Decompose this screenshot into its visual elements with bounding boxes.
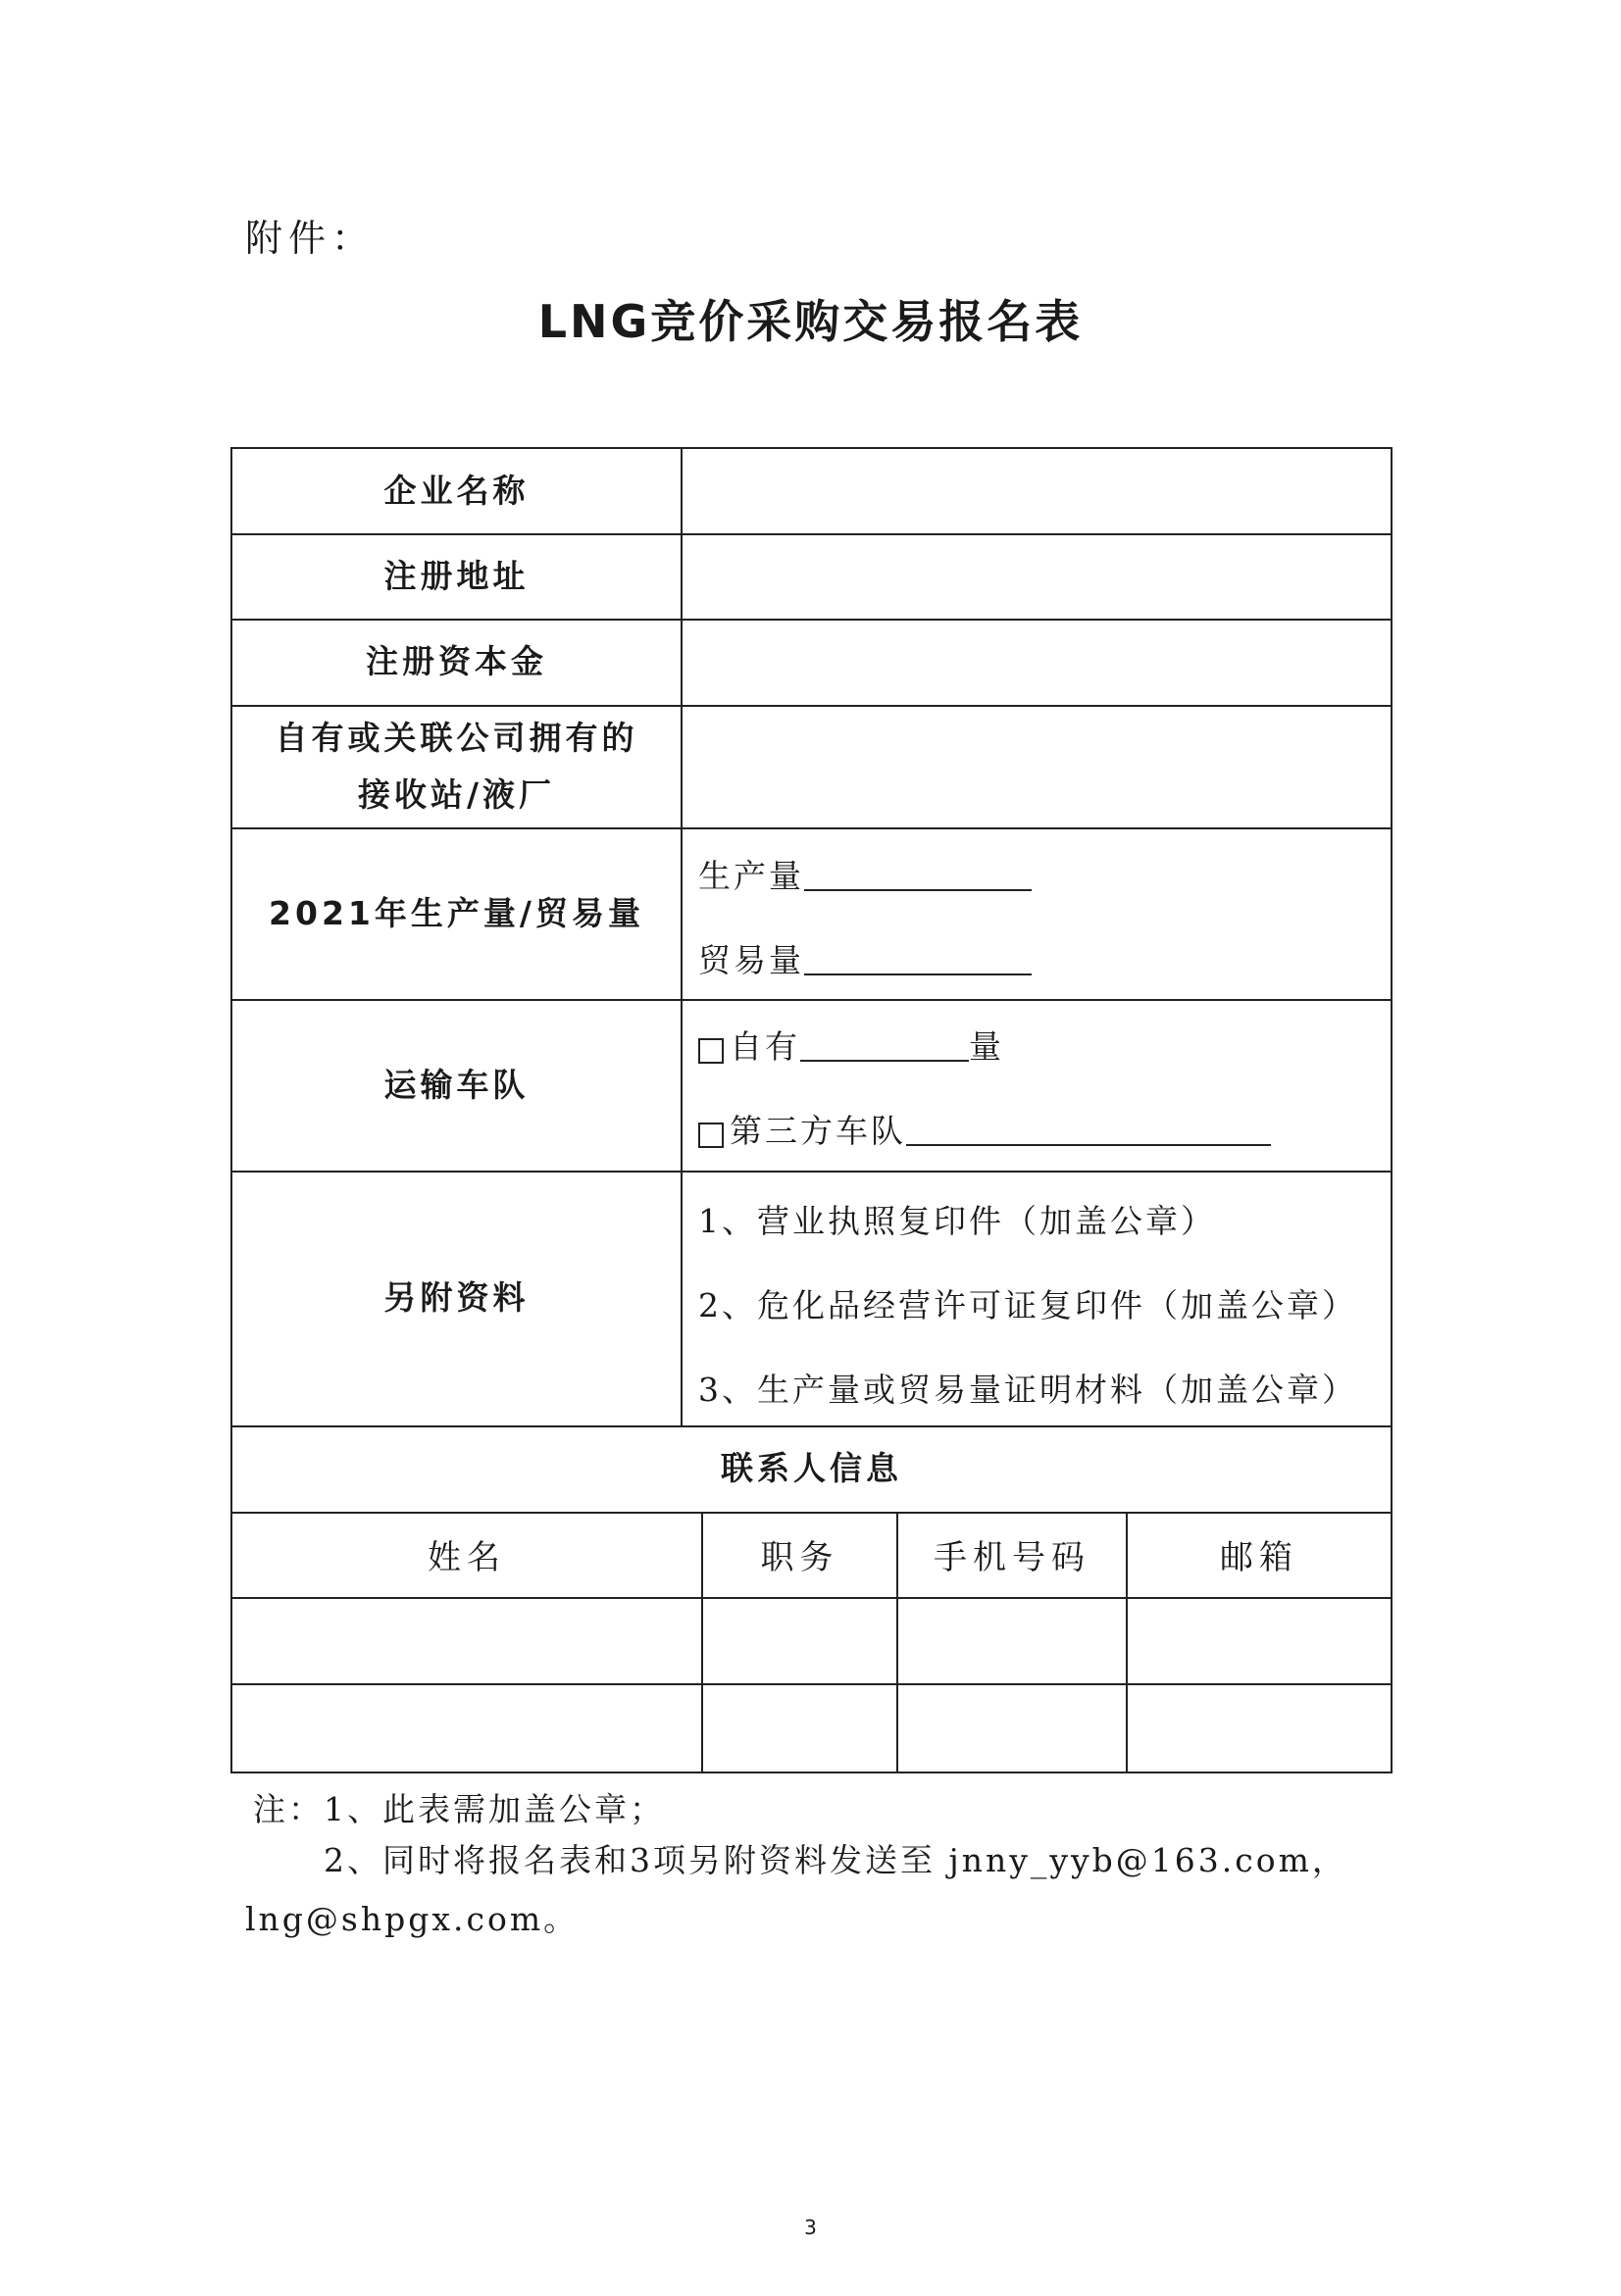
terminal-label: 自有或关联公司拥有的接收站/液厂	[275, 718, 638, 814]
own-fleet-checkbox[interactable]	[698, 1038, 724, 1064]
note-line-2: 2、同时将报名表和3项另附资料发送至 jnny_yyb@163.com，	[324, 1841, 1347, 1879]
contact-name-cell[interactable]	[232, 1599, 701, 1683]
company-name-label: 企业名称	[383, 472, 530, 510]
registered-capital-field[interactable]	[683, 621, 1391, 705]
registered-address-label: 注册地址	[383, 556, 530, 595]
contact-email-cell[interactable]	[1128, 1685, 1391, 1772]
col-header-name: 姓名	[428, 1538, 506, 1577]
fleet-third-label: 第三方车队	[730, 1112, 906, 1150]
page-number: 3	[804, 2216, 817, 2239]
contact-email-cell[interactable]	[1128, 1599, 1391, 1683]
fleet-own-blank[interactable]	[800, 1058, 969, 1062]
attachment-item: 3、生产量或贸易量证明材料（加盖公章）	[698, 1371, 1357, 1409]
attachments-label: 另附资料	[383, 1278, 530, 1317]
note-line-1: 注：1、此表需加盖公章；	[253, 1790, 665, 1828]
form-title: LNG竞价采购交易报名表	[537, 295, 1084, 348]
third-party-fleet-checkbox[interactable]	[698, 1123, 724, 1148]
contact-mobile-cell[interactable]	[898, 1599, 1126, 1683]
fleet-label: 运输车队	[383, 1065, 530, 1104]
company-name-field[interactable]	[683, 449, 1391, 533]
trade-blank[interactable]	[804, 972, 1032, 975]
production-blank[interactable]	[804, 887, 1032, 891]
production-label: 生产量	[698, 857, 804, 895]
fleet-third-option	[698, 1106, 1271, 1152]
contact-position-cell[interactable]	[703, 1599, 896, 1683]
fleet-own-label: 自有	[730, 1027, 800, 1066]
fleet-third-blank[interactable]	[906, 1142, 1271, 1146]
col-header-email: 邮箱	[1220, 1538, 1298, 1577]
attachment-item: 1、营业执照复印件（加盖公章）	[698, 1202, 1216, 1240]
production-volume-item	[698, 851, 1032, 897]
contact-name-cell[interactable]	[232, 1685, 701, 1772]
attachment-label: 附件：	[245, 217, 376, 260]
volume-label: 2021年生产量/贸易量	[269, 893, 644, 932]
contact-position-cell[interactable]	[703, 1685, 896, 1772]
contact-mobile-cell[interactable]	[898, 1685, 1126, 1772]
registered-capital-label: 注册资本金	[366, 642, 547, 680]
trade-label: 贸易量	[698, 941, 804, 979]
note-line-3: lng@shpgx.com。	[245, 1900, 580, 1938]
terminal-field[interactable]	[683, 707, 1391, 827]
attachment-item: 2、危化品经营许可证复印件（加盖公章）	[698, 1286, 1357, 1324]
contact-info-heading: 联系人信息	[721, 1449, 902, 1487]
col-header-mobile: 手机号码	[934, 1538, 1090, 1577]
col-header-position: 职务	[760, 1538, 839, 1577]
registered-address-field[interactable]	[683, 535, 1391, 619]
registration-form-table	[230, 447, 1393, 1773]
fleet-own-option	[698, 1022, 1004, 1068]
trade-volume-item	[698, 935, 1032, 981]
fleet-own-unit: 量	[969, 1027, 1004, 1066]
